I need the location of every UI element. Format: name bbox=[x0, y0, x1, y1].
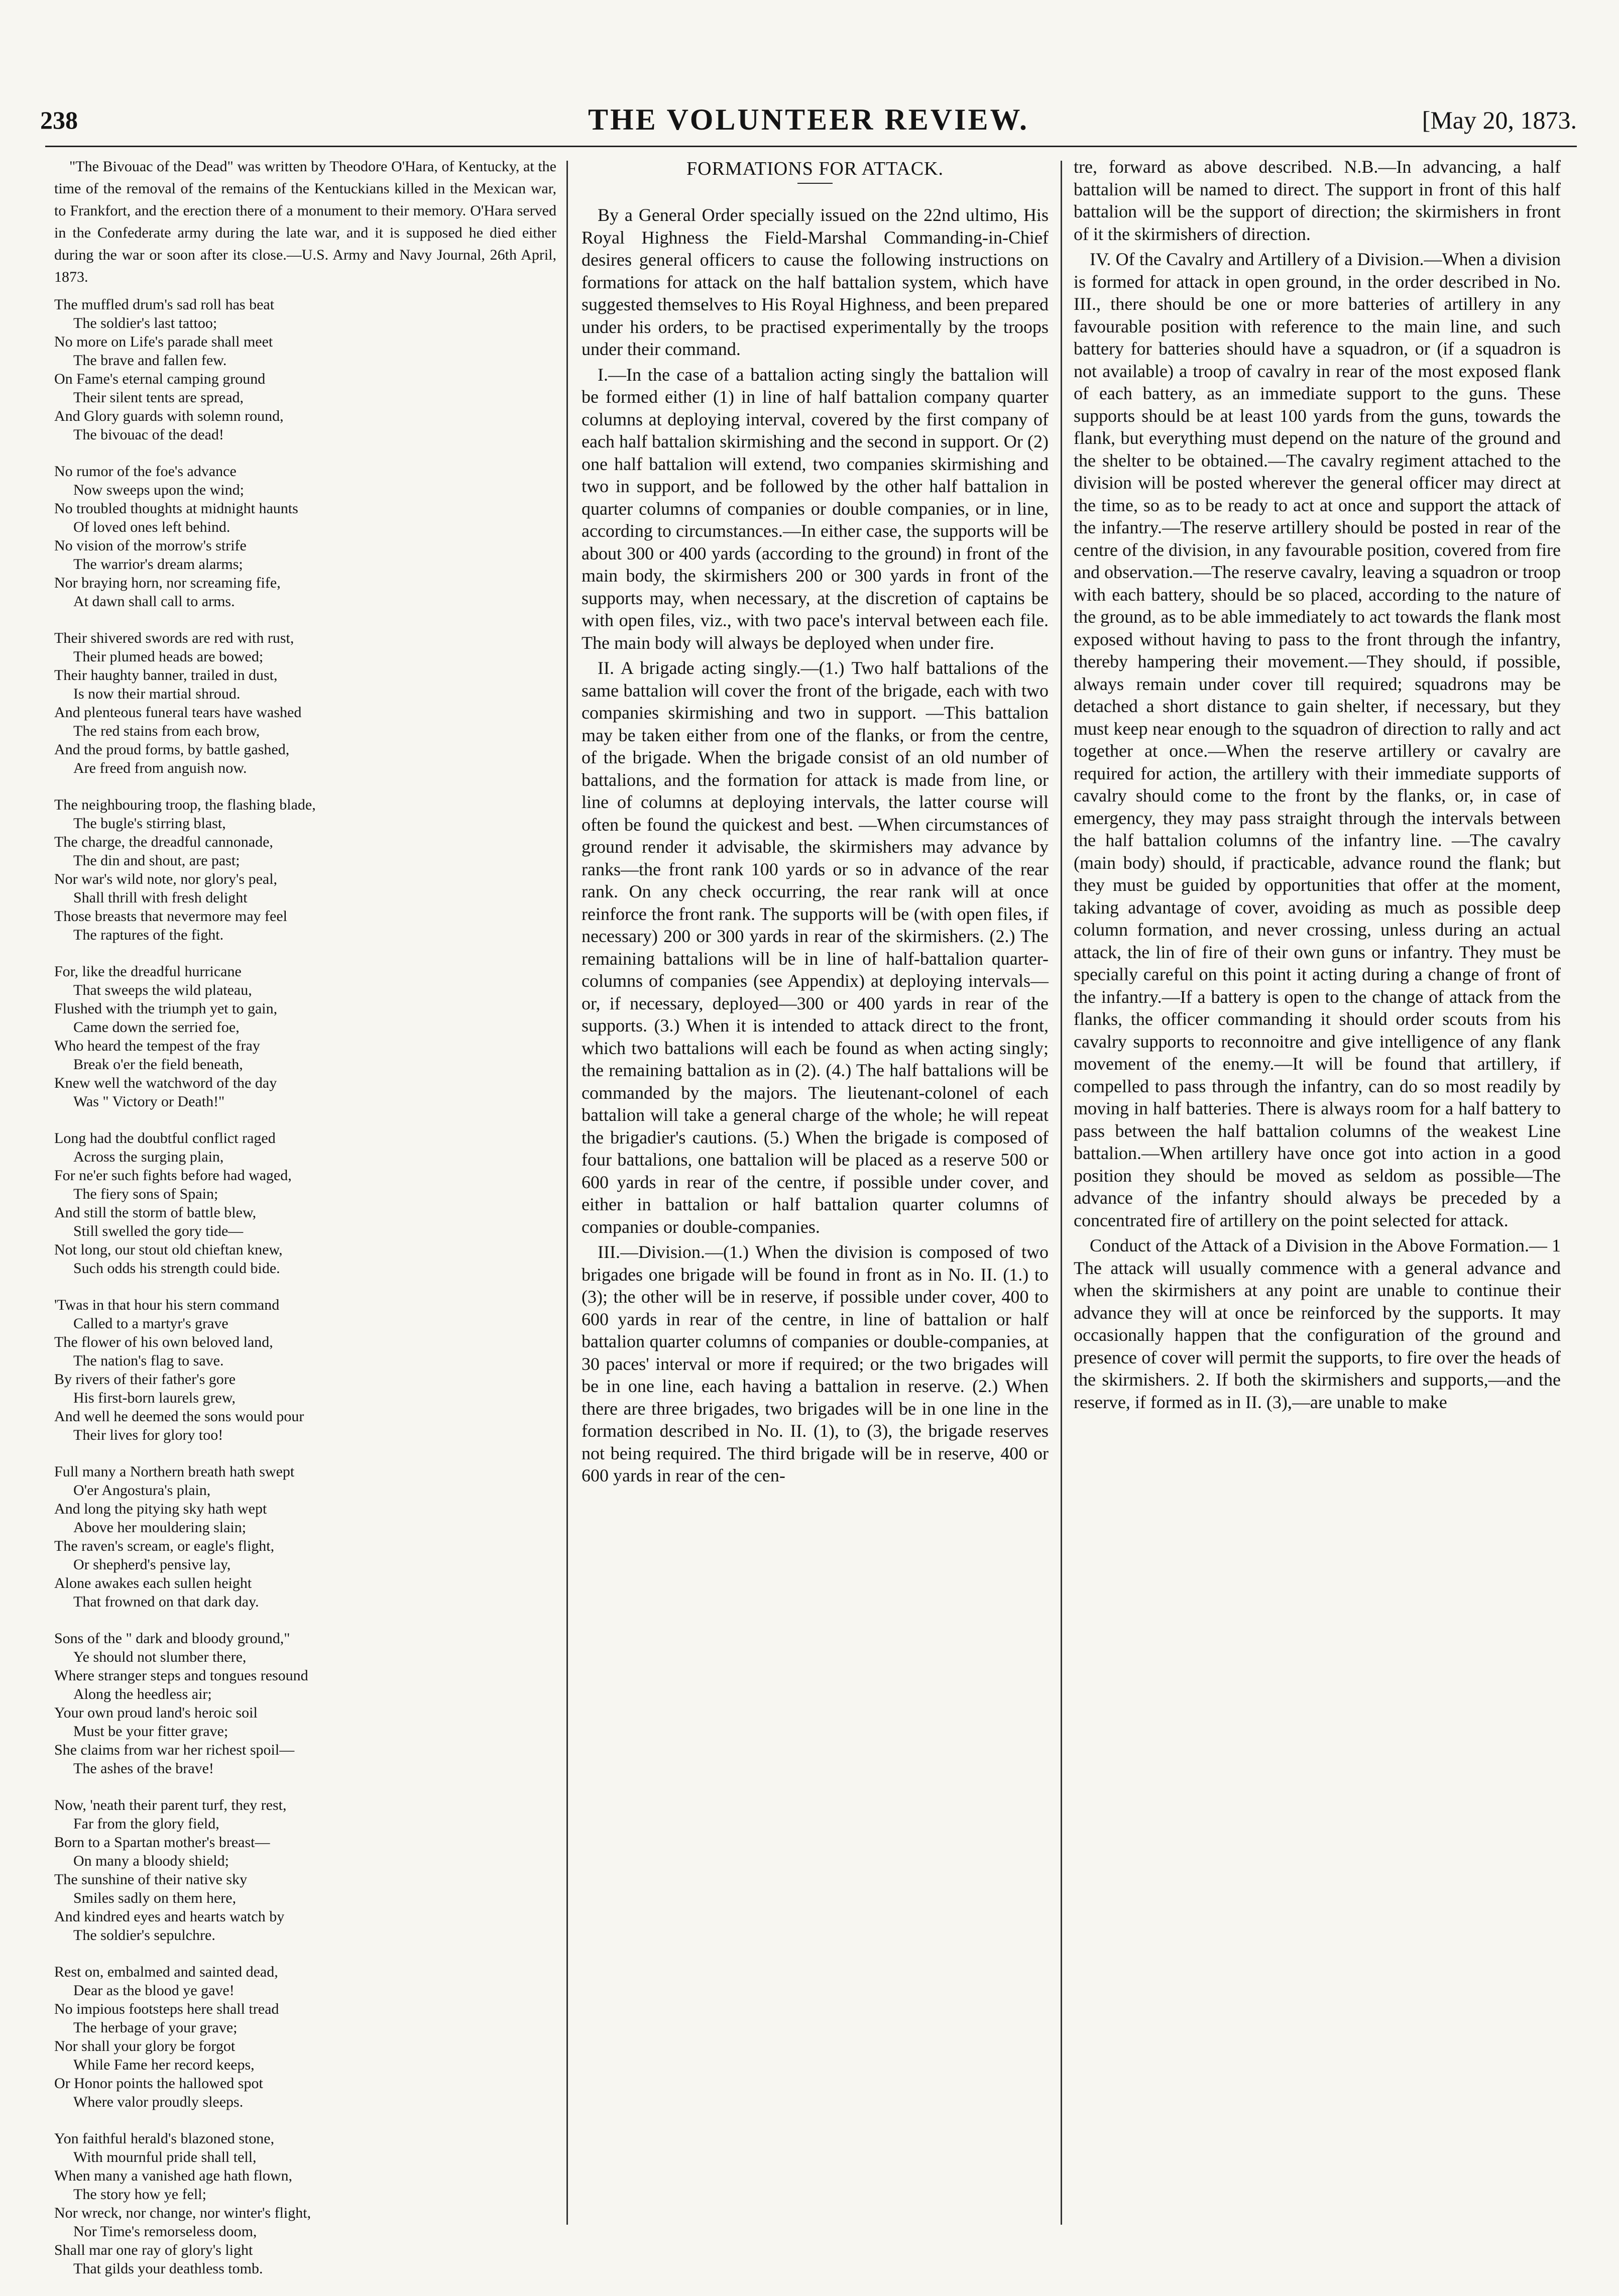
article-paragraph: tre, forward as above described. N.B.—In advancing, a half battalion will be named to direct. The support in front of this half battalion will be the support of direction; the skirmishers in front of it the skirmishers of direction. bbox=[1074, 157, 1561, 244]
article-paragraph: III.—Division.—(1.) When the division is composed of two brigades one brigade will be found in front as in No. II. (1.) to (3); the other will be in reserve, if possible under cover, 400 to 600 yards in rear of the centre, in line of battalion or half battalion quarter columns of companies or double-companies, at 30 paces' interval or more if required; or the two brigades will be in one line, each having a battalion in reserve. (2.) When there are three brigades, two brigades will be in one line in the formation described in No. II. (1), to (3), the brigade reserves not being required. The third brigade will be in reserve, 400 or 600 yards in rear of the cen- bbox=[582, 1242, 1049, 1485]
poem-stanza bbox=[54, 1462, 556, 1611]
poem-line: Nor shall your glory be forgot bbox=[54, 2038, 236, 2054]
poem-line: For ne'er such fights before had waged, bbox=[54, 1167, 292, 1184]
poem-line: For, like the dreadful hurricane bbox=[54, 963, 242, 980]
poem-line: Or shepherd's pensive lay, bbox=[73, 1556, 231, 1573]
poem-line: On many a bloody shield; bbox=[73, 1853, 229, 1869]
poem-line: Far from the glory field, bbox=[73, 1815, 219, 1832]
poem-line: And well he deemed the sons would pour bbox=[54, 1408, 304, 1425]
headline-rule bbox=[797, 183, 833, 184]
poem-line: Smiles sadly on them here, bbox=[73, 1890, 237, 1906]
poem-line: Where stranger steps and tongues resound bbox=[54, 1667, 308, 1684]
masthead bbox=[40, 85, 1577, 146]
poem-line: Alone awakes each sullen height bbox=[54, 1575, 252, 1591]
article-headline: FORMATIONS FOR ATTACK. bbox=[686, 158, 944, 179]
poem-line: Are freed from anguish now. bbox=[73, 760, 247, 776]
poem-line: The raptures of the fight. bbox=[73, 927, 224, 943]
poem-line: Still swelled the gory tide— bbox=[73, 1223, 244, 1239]
poem-line: No troubled thoughts at midnight haunts bbox=[54, 500, 298, 517]
poem-line: Born to a Spartan mother's breast— bbox=[54, 1834, 270, 1851]
poem-line: While Fame her record keeps, bbox=[73, 2056, 255, 2073]
poem-line: That frowned on that dark day. bbox=[73, 1593, 259, 1610]
publication-title: THE VOLUNTEER REVIEW. bbox=[588, 103, 1029, 136]
poem-stanza bbox=[54, 2129, 556, 2278]
poem-line: The red stains from each brow, bbox=[73, 723, 260, 739]
poem-line: The flower of his own beloved land, bbox=[54, 1334, 273, 1350]
poem-line: The ashes of the brave! bbox=[73, 1760, 214, 1777]
poem-line: The story how ye fell; bbox=[73, 2186, 206, 2203]
poem-line: Across the surging plain, bbox=[73, 1149, 224, 1165]
poem-line: Called to a martyr's grave bbox=[73, 1315, 228, 1332]
poem-line: And Glory guards with solemn round, bbox=[54, 408, 284, 424]
poem-line: No vision of the morrow's strife bbox=[54, 537, 247, 554]
poem-line: The soldier's sepulchre. bbox=[73, 1927, 215, 1943]
poem-line: Knew well the watchword of the day bbox=[54, 1075, 277, 1091]
poem-stanza bbox=[54, 795, 556, 944]
poem-line: And plenteous funeral tears have washed bbox=[54, 704, 302, 721]
poem-line: And long the pitying sky hath wept bbox=[54, 1501, 267, 1517]
poem-line: Where valor proudly sleeps. bbox=[73, 2094, 244, 2110]
poem-stanza bbox=[54, 462, 556, 611]
issue-date: [May 20, 1873. bbox=[1422, 106, 1577, 134]
header-rule bbox=[45, 146, 1577, 147]
poem-line: Your own proud land's heroic soil bbox=[54, 1704, 258, 1721]
article-paragraph: Conduct of the Attack of a Division in the Above Formation.— 1 The attack will usually commence with a general advance and when the skirmishers at any point are unable to continue their advance they will at once be reinforced by the supports. It may occasionally happen that the configuration of the ground and presence of cover will permit the supports, to fire over the heads of the skirmishers. 2. If both the skirmishers and supports,—and the reserve, if formed as in II. (3),—are unable to make bbox=[1074, 1235, 1561, 1412]
poem-line: Their shivered swords are red with rust, bbox=[54, 630, 294, 646]
poem-line: No rumor of the foe's advance bbox=[54, 463, 237, 480]
poem-stanza bbox=[54, 962, 556, 1111]
poem-line: No more on Life's parade shall meet bbox=[54, 333, 273, 350]
poem-line: Ye should not slumber there, bbox=[73, 1649, 247, 1665]
poem-line: The charge, the dreadful cannonade, bbox=[54, 834, 273, 850]
poem-stanza bbox=[54, 1796, 556, 1944]
page-number: 238 bbox=[40, 106, 78, 134]
poem-line: Shall thrill with fresh delight bbox=[73, 889, 248, 906]
poem-line: That gilds your deathless tomb. bbox=[73, 2260, 263, 2277]
poem-line: The neighbouring troop, the flashing blade, bbox=[54, 796, 316, 813]
poem-line: Rest on, embalmed and sainted dead, bbox=[54, 1964, 278, 1980]
poem-line: The muffled drum's sad roll has beat bbox=[54, 296, 275, 313]
poem-line: Shall mar one ray of glory's light bbox=[54, 2242, 253, 2258]
poem-line: By rivers of their father's gore bbox=[54, 1371, 236, 1388]
poem-line: Long had the doubtful conflict raged bbox=[54, 1130, 276, 1146]
poem-line: The herbage of your grave; bbox=[73, 2019, 238, 2036]
poem-line: Was " Victory or Death!" bbox=[73, 1093, 225, 1110]
poem-line: Their haughty banner, trailed in dust, bbox=[54, 667, 278, 683]
poem-line: The raven's scream, or eagle's flight, bbox=[54, 1538, 275, 1554]
poem-line: Yon faithful herald's blazoned stone, bbox=[54, 2130, 275, 2147]
poem-line: And still the storm of battle blew, bbox=[54, 1204, 257, 1221]
poem-line: Now, 'neath their parent turf, they rest, bbox=[54, 1797, 287, 1813]
poem-line: Nor Time's remorseless doom, bbox=[73, 2223, 257, 2240]
column-formations bbox=[582, 156, 1049, 1490]
poem-line: At dawn shall call to arms. bbox=[73, 593, 235, 610]
poem-line: With mournful pride shall tell, bbox=[73, 2149, 257, 2165]
poem-line: And kindred eyes and hearts watch by bbox=[54, 1908, 285, 1925]
poem-line: The bivouac of the dead! bbox=[73, 426, 224, 443]
poem-line: 'Twas in that hour his stern command bbox=[54, 1297, 280, 1313]
poem-line: The warrior's dream alarms; bbox=[73, 556, 243, 572]
poem-line: Nor war's wild note, nor glory's peal, bbox=[54, 871, 278, 887]
poem-line: She claims from war her richest spoil— bbox=[54, 1742, 295, 1758]
poem-introduction: "The Bivouac of the Dead" was written by Theodore O'Hara, of Kentucky, at the time of the removal of the remains of the Kentuckians killed in the Mexican war, to Frankfort, and the erection there of a monument to their memory. O'Hara served in the Confederate army during the late war, and it is supposed he died either during the war or soon after its close.—U.S. Army and Navy Journal, 26th April, 1873. bbox=[54, 158, 556, 285]
poem-line: Those breasts that nevermore may feel bbox=[54, 908, 287, 925]
article-paragraph: By a General Order specially issued on the 22nd ultimo, His Royal Highness the Field-Marshal Commanding-in-Chief desires general officers to cause the following instructions on formations for attack on the half battalion system, which have suggested themselves to His Royal Highness, and been prepared under his orders, to be practised experimentally by the troops under their command. bbox=[582, 205, 1049, 359]
poem-stanza bbox=[54, 295, 556, 444]
poem-line: Is now their martial shroud. bbox=[73, 685, 241, 702]
poem-line: Their lives for glory too! bbox=[73, 1427, 223, 1443]
poem-line: On Fame's eternal camping ground bbox=[54, 371, 266, 387]
poem-line: Nor braying horn, nor screaming fife, bbox=[54, 575, 281, 591]
column-divider bbox=[566, 161, 568, 2225]
poem-line: The nation's flag to save. bbox=[73, 1352, 224, 1369]
poem-line: His first-born laurels grew, bbox=[73, 1390, 236, 1406]
poem-line: When many a vanished age hath flown, bbox=[54, 2167, 293, 2184]
poem-line: The soldier's last tattoo; bbox=[73, 315, 217, 331]
poem-line: Must be your fitter grave; bbox=[73, 1723, 228, 1740]
column-poem bbox=[54, 156, 556, 2296]
poem-line: Their plumed heads are bowed; bbox=[73, 648, 264, 665]
poem-stanza bbox=[54, 1629, 556, 1778]
poem-line: The brave and fallen few. bbox=[73, 352, 227, 369]
poem-line: And the proud forms, by battle gashed, bbox=[54, 741, 290, 758]
column-divider bbox=[1061, 161, 1062, 2225]
poem-line: No impious footsteps here shall tread bbox=[54, 2001, 279, 2017]
poem-stanza bbox=[54, 1296, 556, 1444]
poem-line: Sons of the " dark and bloody ground," bbox=[54, 1630, 290, 1647]
poem-line: The din and shout, are past; bbox=[73, 852, 240, 869]
poem-stanza bbox=[54, 1963, 556, 2111]
poem-line: Break o'er the field beneath, bbox=[73, 1056, 243, 1073]
poem-line: Who heard the tempest of the fray bbox=[54, 1038, 260, 1054]
poem-stanza bbox=[54, 1129, 556, 1278]
poem-line: Along the heedless air; bbox=[73, 1686, 212, 1702]
column-continued bbox=[1074, 156, 1561, 1416]
poem-line: Of loved ones left behind. bbox=[73, 519, 230, 535]
poem-line: Flushed with the triumph yet to gain, bbox=[54, 1000, 278, 1017]
poem-line: That sweeps the wild plateau, bbox=[73, 982, 252, 998]
poem-line: Now sweeps upon the wind; bbox=[73, 482, 244, 498]
poem-stanza bbox=[54, 629, 556, 777]
poem-line: The sunshine of their native sky bbox=[54, 1871, 248, 1888]
poem-line: Not long, our stout old chieftan knew, bbox=[54, 1241, 283, 1258]
poem-line: Such odds his strength could bide. bbox=[73, 1260, 280, 1277]
poem-line: The bugle's stirring blast, bbox=[73, 815, 226, 832]
poem-stanzas bbox=[54, 295, 556, 2278]
poem-line: Dear as the blood ye gave! bbox=[73, 1982, 235, 1999]
poem-line: Or Honor points the hallowed spot bbox=[54, 2075, 263, 2092]
poem-line: O'er Angostura's plain, bbox=[73, 1482, 211, 1499]
poem-line: Full many a Northern breath hath swept bbox=[54, 1463, 295, 1480]
poem-line: Their silent tents are spread, bbox=[73, 389, 244, 406]
article-paragraph: I.—In the case of a battalion acting singly the battalion will be formed either (1) in line of half battalion company quarter columns at deploying interval, covered by the first company of each half battalion skirmishing and the second in support. Or (2) one half battalion will extend, two companies skirmishing and two in support, and be followed by the other half battalion in quarter columns of companies or double companies, or in line, according to circumstances.—In either case, the supports will be about 300 or 400 yards (according to the ground) in front of the main body, the skirmishers 200 or 300 yards in front of the supports may, when necessary, at the discretion of captains be with open files, viz., with two pace's interval between each file. The main body will always be deployed when under fire. bbox=[582, 364, 1049, 653]
poem-line: Nor wreck, nor change, nor winter's flight, bbox=[54, 2205, 311, 2221]
poem-line: The fiery sons of Spain; bbox=[73, 1186, 218, 1202]
article-paragraph: II. A brigade acting singly.—(1.) Two half battalions of the same battalion will cover the front of the brigade, each with two companies skirmishing and two in support. —This battalion may be taken either from one of the flanks, or from the centre, of the brigade. When the brigade consist of an old number of battalions, and the formation for attack is made from line, or line of columns at deploying intervals, the latter course will often be found the quickest and best. —When circumstances of ground render it advisable, the skirmishers may advance by ranks—the front rank 100 yards or so in advance of the rear rank. On any check occurring, the rear rank will at once reinforce the front rank. The supports will be (with open files, if necessary) 200 or 300 yards in rear of the skirmishers. (2.) The remaining battalions will be in line of half-battalion quarter-columns of companies (see Appendix) at deploying intervals—or, if necessary, deployed—300 or 400 yards in rear of the supports. (3.) When it is intended to attack direct to the front, which two battalions will each be found as when acting singly; the remaining battalion as in (2). (4.) The half battalions will be commanded by the majors. The lieutenant-colonel of each battalion will take a general charge of the whole; he will repeat the brigadier's cautions. (5.) When the brigade is composed of four battalions, one battalion will be placed as a reserve 500 or 600 yards in rear of the centre, if possible under cover, and either in battalion or half battalion quarter columns of companies or double-companies. bbox=[582, 658, 1049, 1237]
article-paragraph: IV. Of the Cavalry and Artillery of a Division.—When a division is formed for attack in open ground, in the order described in No. III., there should be one or more batteries of artillery in any favourable position with reference to the main line, and such battery for batteries should have a squadron, or (if a squadron is not available) a troop of cavalry in rear of the most exposed flank of each battery, as an immediate support to the guns. These supports should be at least 100 yards from the guns, towards the flank, but everything must depend on the nature of the ground and the shelter to be obtained.—The cavalry regiment attached to the division will be posted wherever the general officer may direct at the time, so as to be ready to act at once and support the attack of the infantry.—The reserve artillery should be posted in rear of the centre of the division, in any favourable position, covered from fire and observation.—The reserve cavalry, leaving a squadron or troop with each battery, should be so placed, according to the nature of the ground, as to be able immediately to act towards the flank most exposed without having to pass to the front through the infantry, thereby hampering their movement.—They should, if possible, always remain under cover till required; squadrons may be detached a short distance to gain shelter, if necessary, but they must keep near enough to the squadron of direction to rally and act together at once.—When the reserve artillery or cavalry are required for action, the artillery with their immediate supports of cavalry should come to the front by the flanks, or, in case of emergency, they may pass straight through the intervals between the half battalion columns of the infantry line. —The cavalry (main body) should, if practicable, advance round the flank; but they must be guided by opportunities that offer at the moment, taking advantage of cover, avoiding as much as possible deep column formation, and never crossing, unless during an actual attack, the lin of fire of their own guns or infantry. They must be specially careful on this point it acting during a change of front of the infantry.—If a battery is open to the change of attack from the flanks, the officer commanding it should order scouts from his cavalry supports to reconnoitre and give intelligence of any flank movement of the enemy.—It will be found that artillery, if compelled to pass through the infantry, can do so most readily by moving in half batteries. There is always room for a half battery to pass between the half battalion columns of the weakest Line battalion.—When artillery have once got into action in a good position they should be moved as seldom as possible—The advance of the infantry should always be preceded by a concentrated fire of artillery on the point selected for attack. bbox=[1074, 249, 1561, 1230]
poem-line: Above her mouldering slain; bbox=[73, 1519, 247, 1536]
poem-line: Came down the serried foe, bbox=[73, 1019, 240, 1036]
